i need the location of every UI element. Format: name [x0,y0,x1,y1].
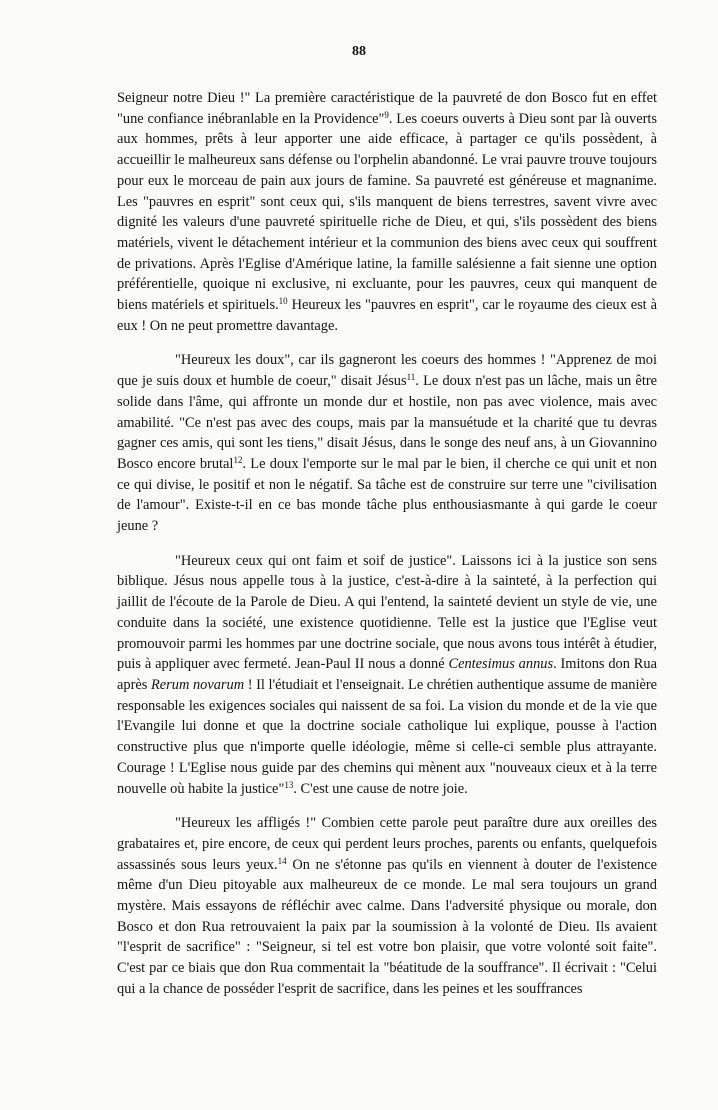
paragraph [117,88,657,336]
text-run: "Heureux les affligés !" Combien cette parole peut paraître dure aux oreilles des grabataires et, pire encore, de ceux qui perdent leurs proches, parents ou enfants, quelquefois assassinés sous leurs yeux. [117,815,657,873]
footnote-ref: 13 [284,779,294,790]
footnote-ref: 10 [278,296,288,307]
italic-title: Centesimus annus [448,656,554,673]
text-run: . Imitons don Rua après [117,656,657,693]
text-run: "Heureux les doux", car ils gagneront les coeurs des hommes ! "Apprenez de moi que je suis doux et humble de coeur," disait Jésus [117,352,657,390]
text-run: Seigneur notre Dieu !" La première caractéristique de la pauvreté de don Bosco fut en effet "une confiance inébranlable en la Providence" [117,90,657,127]
footnote-ref: 9 [384,109,389,120]
text-run: Heureux les "pauvres en esprit", car le royaume des cieux est à eux ! On ne peut promettre davantage. [117,297,657,334]
body-text [117,88,657,1000]
paragraph [117,813,657,999]
text-run: "Heureux ceux qui ont faim et soif de justice". Laissons ici à la justice son sens biblique. Jésus nous appelle tous à la justice, c'est-à-dire à la sainteté, à la perfection qui jaillit de l'écoute de la Parole de Dieu. A qui l'entend, la sainteté devient un style de vie, une conduite dans la société, une existence quotidienne. Telle est la justice que l'Eglise veut promouvoir parmi les hommes par une doctrine sociale, que nous avons tous intérêt à étudier, puis à appliquer avec fermeté. Jean-Paul II nous a donné [117,552,657,673]
page-number: 88 [352,44,366,59]
text-run: . Le doux n'est pas un lâche, mais un être solide dans l'âme, qui affronte un monde dur et hostile, non pas avec violence, mais avec amabilité. "Ce n'est pas avec des coups, mais par la mansuétude et la charité que tu devras gagner ces amis, qui sont les tiens," disait Jésus, dans le songe des neuf ans, à un Giovannino Bosco encore brutal [117,373,657,472]
footnote-ref: 14 [277,855,287,866]
footnote-ref: 12 [233,454,243,465]
text-run: . C'est une cause de notre joie. [293,780,468,797]
text-run: . Les coeurs ouverts à Dieu sont par là ouverts aux hommes, prêts à leur apporter une aide efficace, à partager ce qu'ils possèdent, à accueillir le malheureux sans défense ou l'orphelin abandonné. Le vrai pauvre trouve toujours pour eux le morceau de pain aux jours de famine. Sa pauvreté est généreuse et magnanime. Les "pauvres en esprit" sont ceux qui, s'ils manquent de biens terrestres, savent vivre avec dignité les valeurs d'une pauvreté spirituelle riche de Dieu, et qui, s'ils possèdent des biens matériels, vivent le détachement intérieur et la communion des biens avec ceux qui souffrent de privations. Après l'Eglise d'Amérique latine, la famille salésienne a fait sienne une option préférentielle, quoique ni exclusive, ni excluante, pour les pauvres, ceux qui manquent de biens matériels et spirituels. [117,110,658,314]
text-run: . Le doux l'emporte sur le mal par le bien, il cherche ce qui unit et non ce qui divise, le positif et non le négatif. Sa tâche est de construire sur terre une "civilisation de l'amour". Existe-t-il en ce bas monde tâche plus enthousiasmante à qui garde le coeur jeune ? [117,455,657,535]
italic-title: Rerum novarum [150,676,245,693]
paragraph [117,551,657,799]
paragraph [117,350,657,536]
text-run: On ne s'étonne pas qu'ils en viennent à douter de l'existence même d'un Dieu pitoyable aux malheureux de ce monde. Le mal sera toujours un grand mystère. Mais essayons de réfléchir avec calme. Dans l'adversité physique ou morale, don Bosco et don Rua retrouvaient la paix par la soumission à la volonté de Dieu. Ils avaient "l'esprit de sacrifice" : "Seigneur, si tel est votre bon plaisir, que votre volonté soit faite". C'est par ce biais que don Rua commentait la "béatitude de la souffrance". Il écrivait : "Celui qui a la chance de posséder l'esprit de sacrifice, dans les peines et les souffrances [117,856,657,997]
text-run: ! Il l'étudiait et l'enseignait. Le chrétien authentique assume de manière responsable les exigences sociales qui naissent de sa foi. La vision du monde et de la vie que l'Evangile lui donne et que la doctrine sociale catholique lui explique, pousse à l'action constructive plus que n'importe quelle idéologie, même si celle-ci semble plus attrayante. Courage ! L'Eglise nous guide par des chemins qui mènent aux "nouveaux cieux et à la terre nouvelle où habite la justice" [117,676,658,797]
footnote-ref: 11 [406,372,416,383]
